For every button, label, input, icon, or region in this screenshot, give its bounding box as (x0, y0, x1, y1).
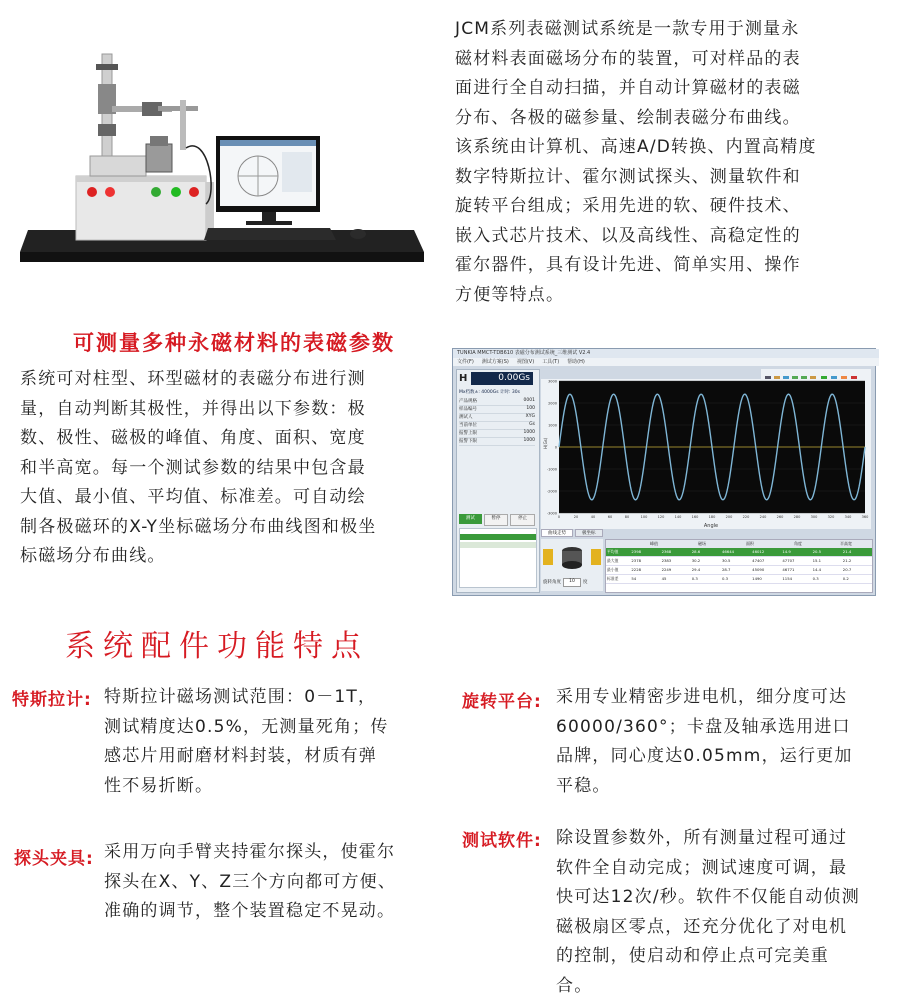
toolbar (761, 369, 871, 379)
rotary-widget[interactable] (541, 539, 603, 575)
line-chart (541, 379, 871, 529)
table-cell: 46771 (781, 566, 811, 574)
table-cell: 2378 (630, 557, 660, 565)
table-cell: 0.3 (812, 575, 842, 583)
table-cell: 20.5 (812, 548, 842, 556)
x-tick-label: 220 (743, 515, 750, 519)
param-row (459, 414, 535, 422)
table-cell: 0.3 (721, 575, 751, 583)
feature-line: 特斯拉计磁场测试范围：0－1T， (104, 683, 424, 713)
table-cell: 平均值 (606, 548, 630, 556)
software-screenshot (452, 348, 876, 596)
table-cell: 47407 (751, 557, 781, 565)
x-tick-label: 320 (828, 515, 835, 519)
table-cell: 标准差 (606, 575, 630, 583)
table-cell: 0.3 (691, 575, 721, 583)
x-tick-label: 120 (658, 515, 665, 519)
param-key: 测试人 (459, 414, 473, 421)
readout-display: 0.00Gs (471, 372, 533, 385)
table-cell: 46644 (721, 548, 751, 556)
device-photo (18, 44, 424, 264)
table-cell: 20.7 (842, 566, 872, 574)
tab-polar[interactable]: 极坐标 (575, 529, 603, 537)
param-value[interactable]: 1000 (524, 430, 535, 437)
menu-item[interactable]: 测试方案(S) (482, 358, 509, 366)
feature-label-probe: 探头夹具: (14, 844, 94, 869)
table-cell: 47707 (781, 557, 811, 565)
x-tick-label: 160 (692, 515, 699, 519)
param-list (459, 398, 535, 446)
x-axis-label: Angle (704, 523, 718, 529)
intro-line: 磁材料表面磁场分布的装置，可对样品的表 (455, 45, 895, 75)
table-row (606, 575, 872, 584)
left-panel (456, 369, 540, 593)
x-tick-label: 300 (811, 515, 818, 519)
section1-line: 大值、最小值、平均值、标准差。可自动绘 (20, 483, 430, 513)
header-cell: 峰值 (630, 540, 678, 548)
y-tick-label: -2000 (547, 490, 557, 494)
param-value[interactable]: 100 (526, 406, 535, 413)
table-cell: 最大值 (606, 557, 630, 565)
table-cell: 30.5 (721, 557, 751, 565)
param-key: 产品规格 (459, 398, 477, 405)
table-cell: 28.6 (691, 548, 721, 556)
sub-tabs (541, 529, 871, 537)
feature-label-rotary: 旋转平台: (462, 687, 542, 712)
x-tick-label: 40 (591, 515, 595, 519)
table-row (606, 566, 872, 575)
table-cell: 21.2 (842, 557, 872, 565)
x-tick-label: 60 (608, 515, 612, 519)
angle-label: 旋转角度 (543, 579, 561, 585)
test-button[interactable]: 测试 (459, 514, 482, 524)
x-tick-label: 180 (709, 515, 716, 519)
param-key: 样品编号 (459, 406, 477, 413)
table-cell: 最小值 (606, 566, 630, 574)
section2-title: 系统配件功能特点 (65, 621, 369, 665)
param-value[interactable]: 1000 (524, 438, 535, 445)
header-cell: 磁场 (678, 540, 726, 548)
feature-text-rotary (556, 683, 896, 801)
y-tick-label: -1000 (547, 468, 557, 472)
feature-line: 探头在X、Y、Z三个方向都可方便、 (104, 868, 434, 898)
feature-line: 准确的调节，整个装置稳定不晃动。 (104, 897, 434, 927)
intro-line: 数字特斯拉计、霍尔测试探头、测量软件和 (455, 163, 895, 193)
table-cell: 21.4 (842, 548, 872, 556)
section1-paragraph (20, 365, 430, 572)
feature-line: 采用万向手臂夹持霍尔探头，使霍尔 (104, 838, 434, 868)
intro-line: 霍尔器件，具有设计先进、简单实用、操作 (455, 251, 895, 281)
header-cell (606, 540, 630, 548)
table-header (606, 540, 872, 548)
range-label: Mx档数±: 4000Gs 计时: 30s (459, 389, 535, 395)
window-title: TUNKIA MMCT-TDB610 表磁分布测试系统_三维测试 V2.4 (453, 349, 879, 358)
intro-line: 该系统由计算机、高速A/D转换、内置高精度 (455, 133, 895, 163)
intro-line: 嵌入式芯片技术、以及高线性、高稳定性的 (455, 222, 895, 252)
control-buttons (459, 514, 535, 526)
x-tick-label: 100 (641, 515, 648, 519)
intro-line: 分布、各极的磁参量、绘制表磁分布曲线。 (455, 104, 895, 134)
param-key: 报警下限 (459, 438, 477, 445)
table-cell: 2398 (630, 548, 660, 556)
feature-text-software (556, 824, 896, 1001)
table-cell: 14.9 (781, 548, 811, 556)
table-cell: 15.1 (812, 557, 842, 565)
section1-line: 系统可对柱型、环型磁材的表磁分布进行测 (20, 365, 430, 395)
table-cell: 45 (661, 575, 691, 583)
feature-line: 快可达12次/秒。软件不仅能自动侦测 (556, 883, 896, 913)
param-row (459, 430, 535, 438)
rotary-control (541, 539, 603, 591)
table-cell: 14.4 (812, 566, 842, 574)
header-cell: 面积 (726, 540, 774, 548)
param-row (459, 406, 535, 414)
table-row (606, 548, 872, 557)
feature-line: 采用专业精密步进电机，细分度可达 (556, 683, 896, 713)
x-tick-label: 280 (794, 515, 801, 519)
param-value[interactable]: Gs (529, 422, 535, 429)
intro-line: 方便等特点。 (455, 281, 895, 311)
table-cell: 46012 (751, 548, 781, 556)
menu-bar (453, 358, 879, 366)
param-key: 当前单位 (459, 422, 477, 429)
table-cell: 2249 (661, 566, 691, 574)
y-tick-label: 2000 (548, 402, 557, 406)
section1-line: 制各极磁环的X-Y坐标磁场分布曲线图和极坐 (20, 513, 430, 543)
section1-title: 可测量多种永磁材料的表磁参数 (73, 327, 395, 357)
feature-text-probe (104, 838, 434, 927)
feature-line: 磁极扇区零点，还充分优化了对电机 (556, 913, 896, 943)
header-cell: 角度 (774, 540, 822, 548)
result-list[interactable] (459, 528, 537, 588)
y-tick-label: 3000 (548, 380, 557, 384)
x-tick-label: 20 (574, 515, 578, 519)
section1-line: 数、极性、磁极的峰值、角度、面积、宽度 (20, 424, 430, 454)
results-table (605, 539, 873, 593)
table-cell: 2383 (661, 557, 691, 565)
intro-paragraph (455, 15, 895, 310)
param-row (459, 398, 535, 406)
intro-line: JCM系列表磁测试系统是一款专用于测量永 (455, 15, 895, 45)
param-row (459, 438, 535, 446)
tab-curve[interactable]: 曲线走势 (541, 529, 573, 537)
table-cell: 54 (630, 575, 660, 583)
x-tick-label: 0 (558, 515, 560, 519)
intro-line: 旋转平台组成；采用先进的软、硬件技术、 (455, 192, 895, 222)
pause-button[interactable]: 暂停 (484, 514, 509, 526)
y-tick-label: 0 (555, 446, 557, 450)
feature-line: 品牌，同心度达0.05mm，运行更加 (556, 742, 896, 772)
table-body (606, 548, 872, 584)
feature-label-tesla: 特斯拉计: (12, 685, 92, 710)
feature-line: 除设置参数外，所有测量过程可通过 (556, 824, 896, 854)
angle-input[interactable]: 10 (563, 578, 581, 587)
result-row[interactable] (460, 542, 536, 548)
y-tick-label: 1000 (548, 424, 557, 428)
feature-line: 软件全自动完成；测试速度可调，最 (556, 854, 896, 884)
table-cell: 1490 (751, 575, 781, 583)
feature-line: 60000/360°；卡盘及轴承选用进口 (556, 713, 896, 743)
section1-line: 标磁场分布曲线。 (20, 542, 430, 572)
feature-line: 平稳。 (556, 772, 896, 802)
x-tick-label: 80 (625, 515, 629, 519)
x-tick-label: 340 (845, 515, 852, 519)
menu-item[interactable]: 视图(V) (517, 358, 534, 366)
table-cell: 1154 (781, 575, 811, 583)
table-cell: 30.2 (691, 557, 721, 565)
table-cell: 28.7 (721, 566, 751, 574)
h-label: H (459, 373, 467, 384)
result-row-selected[interactable] (460, 534, 536, 540)
menu-item[interactable]: 帮助(H) (567, 358, 585, 366)
feature-line: 合。 (556, 972, 896, 1001)
table-cell: 2368 (661, 548, 691, 556)
x-tick-label: 200 (726, 515, 733, 519)
param-value[interactable]: XYG (526, 414, 535, 421)
x-tick-label: 140 (675, 515, 682, 519)
table-cell: 2228 (630, 566, 660, 574)
feature-text-tesla (104, 683, 424, 801)
x-tick-label: 240 (760, 515, 767, 519)
header-cell: 半高宽 (822, 540, 870, 548)
param-value[interactable]: 0001 (524, 398, 535, 405)
feature-line: 测试精度达0.5%，无测量死角；传 (104, 713, 424, 743)
param-row (459, 422, 535, 430)
device-illustration (18, 44, 424, 264)
table-cell: 29.4 (691, 566, 721, 574)
table-cell: 45090 (751, 566, 781, 574)
section1-line: 和半高宽。每一个测试参数的结果中包含最 (20, 454, 430, 484)
stop-button[interactable]: 停止 (510, 514, 535, 526)
y-tick-label: -3000 (547, 512, 557, 516)
param-key: 报警上限 (459, 430, 477, 437)
feature-label-software: 测试软件: (462, 826, 542, 851)
feature-line: 性不易折断。 (104, 772, 424, 802)
feature-line: 感芯片用耐磨材料封装，材质有弹 (104, 742, 424, 772)
table-row (606, 557, 872, 566)
angle-unit: 度 (583, 579, 588, 585)
x-tick-label: 360 (862, 515, 869, 519)
menu-item[interactable]: 工具(T) (542, 358, 559, 366)
intro-line: 面进行全自动扫描，并自动计算磁材的表磁 (455, 74, 895, 104)
menu-item[interactable]: 文件(F) (457, 358, 474, 366)
chart-panel (541, 379, 871, 529)
section1-line: 量，自动判断其极性，并得出以下参数：极 (20, 395, 430, 425)
x-tick-label: 260 (777, 515, 784, 519)
table-cell: 0.2 (842, 575, 872, 583)
y-axis-label: H(Gs) (543, 437, 548, 449)
feature-line: 的控制，使启动和停止点可完美重 (556, 942, 896, 972)
